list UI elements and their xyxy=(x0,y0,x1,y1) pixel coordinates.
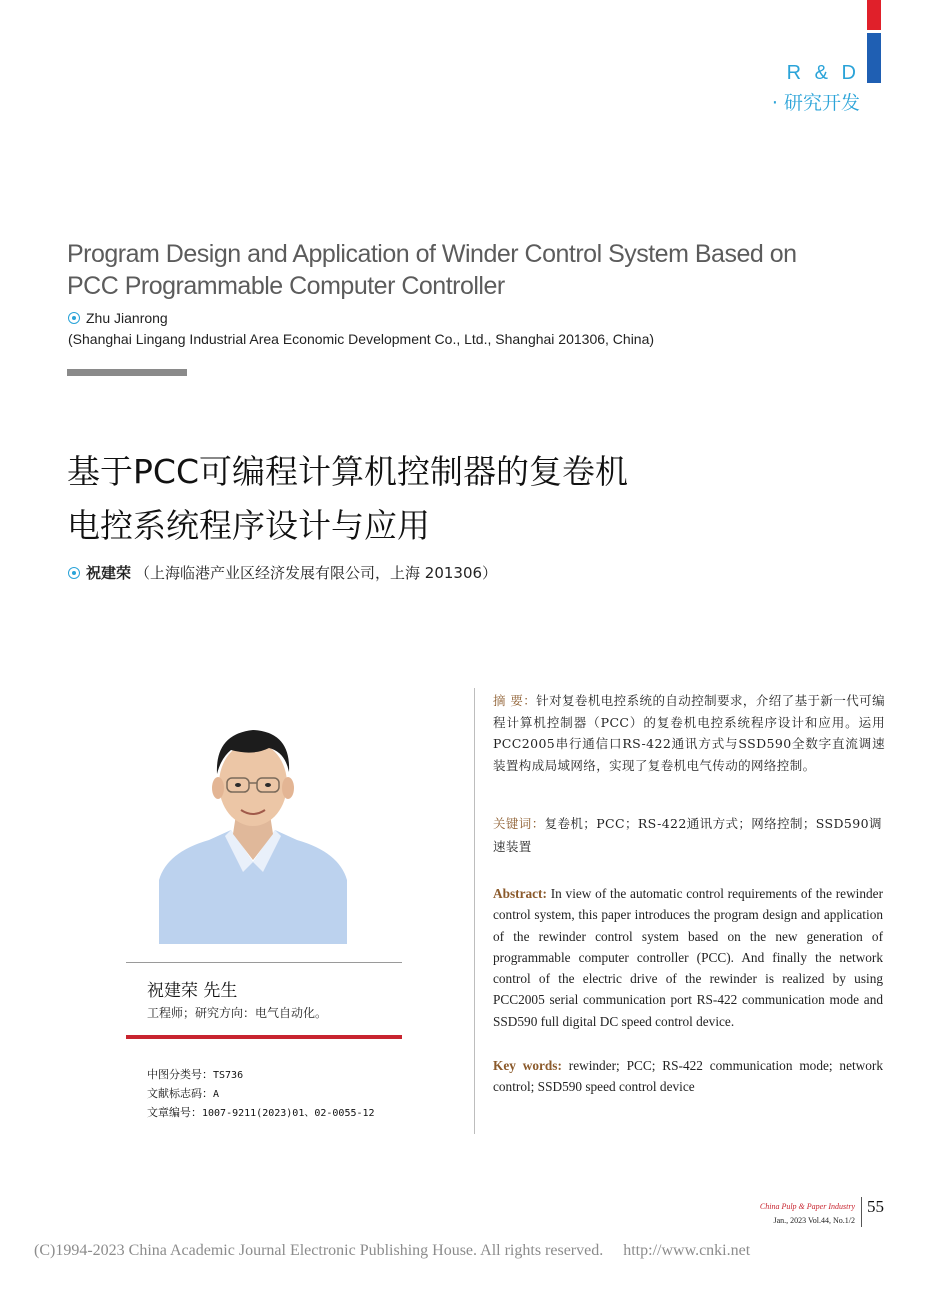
english-author xyxy=(68,310,168,326)
chinese-author-affiliation: （上海临港产业区经济发展有限公司，上海 201306） xyxy=(135,564,498,582)
author-bullet-icon xyxy=(68,567,80,579)
section-label: · 研究开发 xyxy=(771,92,860,114)
meta-label: 文章编号： xyxy=(147,1106,202,1119)
english-affiliation: (Shanghai Lingang Industrial Area Economic Development Co., Ltd., Shanghai 201306, China) xyxy=(68,331,655,347)
chinese-abstract xyxy=(493,690,885,776)
meta-label: 中图分类号： xyxy=(147,1068,213,1081)
meta-value: 1007-9211(2023)01、02-0055-12 xyxy=(202,1108,375,1119)
english-author-name: Zhu Jianrong xyxy=(86,310,168,326)
meta-label: 文献标志码： xyxy=(147,1087,213,1100)
author-photo xyxy=(159,712,347,944)
column-divider xyxy=(474,688,475,1134)
english-keywords-label: Key words: xyxy=(493,1058,562,1073)
divider xyxy=(67,369,187,376)
english-keywords xyxy=(493,1055,883,1098)
meta-value: TS736 xyxy=(213,1070,244,1081)
english-title-line: Program Design and Application of Winder Control System Based on xyxy=(67,240,797,268)
journal-name: China Pulp & Paper Industry xyxy=(759,1202,855,1211)
card-author-description: 工程师；研究方向：电气自动化。 xyxy=(147,1006,328,1020)
card-author-name: 祝建荣 先生 xyxy=(147,981,238,1001)
chinese-title-line: 基于PCC可编程计算机控制器的复卷机 xyxy=(67,452,628,491)
english-abstract-text: In view of the automatic control requirements of the rewinder control system, this paper introduces the program design and application of the rewinder control system based on the new generation of programmable computer controller (PCC). And finally the network control of the electric drive of the rewinder is realized by using PCC2005 serial communication port RS-422 communication mode and SSD590 full digital DC speed control device. xyxy=(493,886,883,1029)
page-number-divider xyxy=(861,1197,862,1227)
chinese-abstract-label: 摘 要： xyxy=(493,693,537,708)
english-abstract xyxy=(493,883,883,1032)
chinese-author xyxy=(68,562,497,583)
header-blue-bar xyxy=(867,33,881,83)
english-title xyxy=(67,238,847,302)
chinese-title-line: 电控系统程序设计与应用 xyxy=(67,506,430,545)
author-bullet-icon xyxy=(68,312,80,324)
chinese-title xyxy=(67,445,827,553)
chinese-keywords-label: 关键词： xyxy=(493,816,545,831)
chinese-author-name: 祝建荣 xyxy=(86,564,132,582)
chinese-keywords xyxy=(493,812,885,858)
english-title-line: PCC Programmable Computer Controller xyxy=(67,272,505,300)
english-abstract-label: Abstract: xyxy=(493,886,547,901)
meta-article-number xyxy=(147,1104,375,1120)
copyright-notice: (C)1994-2023 China Academic Journal Electronic Publishing House. All rights reserved. http://www.cnki.net xyxy=(34,1242,751,1259)
chinese-keywords-text: 复卷机；PCC；RS-422通讯方式；网络控制；SSD590调速装置 xyxy=(493,816,882,854)
chinese-abstract-text: 针对复卷机电控系统的自动控制要求，介绍了基于新一代可编程计算机控制器（PCC）的复卷机电控系统程序设计和应用。运用PCC2005串行通信口RS-422通讯方式与SSD590全数字直流调速装置构成局域网络，实现了复卷机电气传动的网络控制。 xyxy=(493,693,885,773)
header-red-bar xyxy=(867,0,881,30)
page-number: 55 xyxy=(867,1197,884,1216)
english-keywords-text: rewinder; PCC; RS-422 communication mode; network control; SSD590 speed control device xyxy=(493,1058,883,1095)
section-code: R & D xyxy=(786,62,860,84)
meta-value: A xyxy=(213,1089,220,1100)
card-red-rule xyxy=(126,1035,402,1039)
card-top-rule xyxy=(126,962,402,963)
meta-classification xyxy=(147,1066,243,1082)
meta-document-code xyxy=(147,1085,219,1101)
journal-issue: Jan., 2023 Vol.44, No.1/2 xyxy=(773,1216,855,1225)
author-portrait-image xyxy=(159,712,347,944)
